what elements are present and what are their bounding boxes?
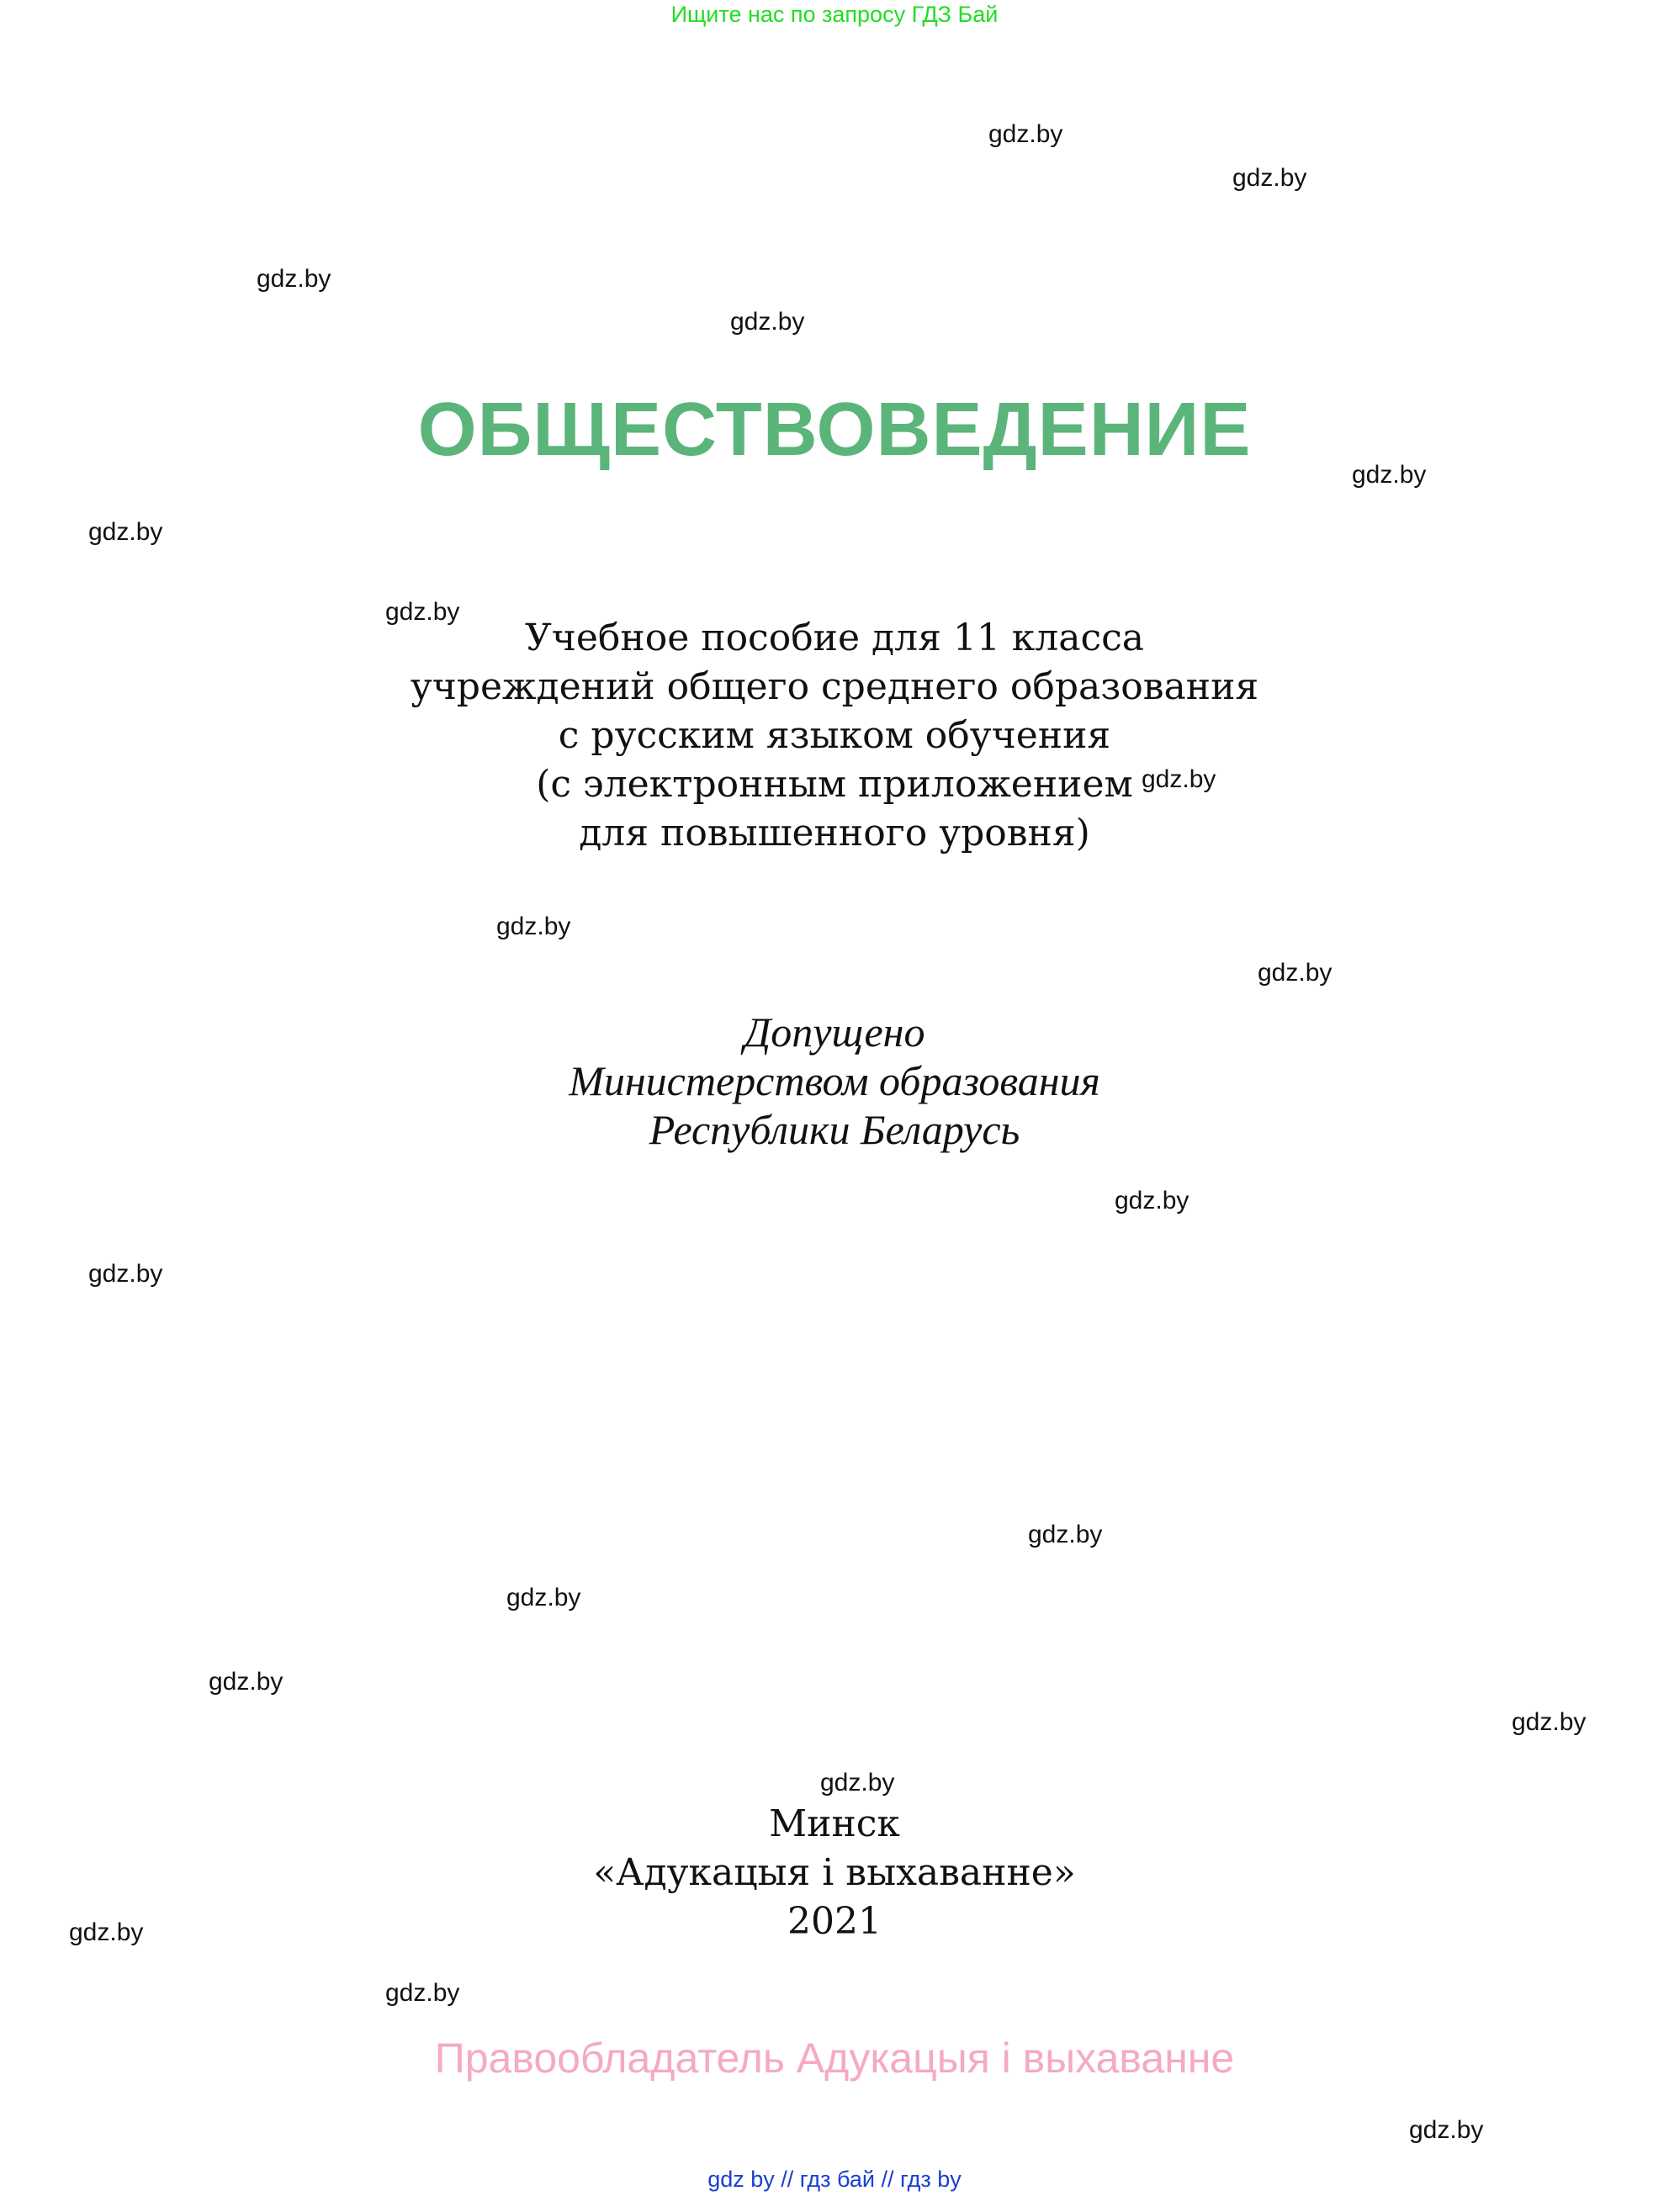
watermark-text: gdz.by [988,120,1063,148]
approval-line: Допущено [744,1008,925,1056]
watermark-text: gdz.by [1115,1187,1189,1214]
approval-line: Республики Беларусь [649,1106,1020,1153]
watermark-text: gdz.by [385,598,460,626]
subtitle-line: (с электронным приложением [536,763,1133,806]
watermark-text: gdz.by [1142,765,1216,793]
imprint-city: Минск [769,1802,900,1845]
book-title: ОБЩЕСТВОВЕДЕНИЕ [417,388,1252,472]
rights-holder-notice: Правообладатель Адукацыя і выхаванне [434,2035,1235,2082]
watermark-text: gdz.by [496,913,571,940]
watermark-text: gdz.by [88,1260,163,1288]
ministry-approval [0,1008,1669,1154]
watermark-text: gdz.by [1232,164,1307,192]
subtitle-line: Учебное пособие для 11 класса [524,617,1144,659]
publisher-imprint [0,1800,1669,1946]
search-hint-banner: Ищите нас по запросу ГДЗ Бай [670,2,999,27]
subtitle-line: учреждений общего среднего образования [410,665,1259,708]
watermark-text: gdz.by [69,1918,144,1946]
watermark-text: gdz.by [506,1584,581,1611]
watermark-text: gdz.by [209,1668,283,1696]
imprint-year: 2021 [787,1900,882,1943]
watermark-text: gdz.by [820,1769,895,1797]
watermark-text: gdz.by [88,518,163,546]
watermark-text: gdz.by [730,308,805,336]
watermark-text: gdz.by [1028,1521,1103,1548]
subtitle-line: с русским языком обучения [558,714,1111,757]
imprint-publisher: «Адукацыя і выхаванне» [593,1851,1076,1894]
book-subtitle [0,614,1669,858]
watermark-text: gdz.by [1409,2116,1484,2144]
watermark-text: gdz.by [1512,1708,1587,1736]
footer-links[interactable]: gdz by // гдз бай // гдз by [707,2167,962,2192]
approval-line: Министерством образования [569,1057,1100,1104]
watermark-text: gdz.by [1258,959,1333,987]
subtitle-line: для повышенного уровня) [579,812,1090,855]
watermark-text: gdz.by [257,265,331,293]
watermark-text: gdz.by [1352,461,1427,489]
watermark-text: gdz.by [385,1979,460,2007]
